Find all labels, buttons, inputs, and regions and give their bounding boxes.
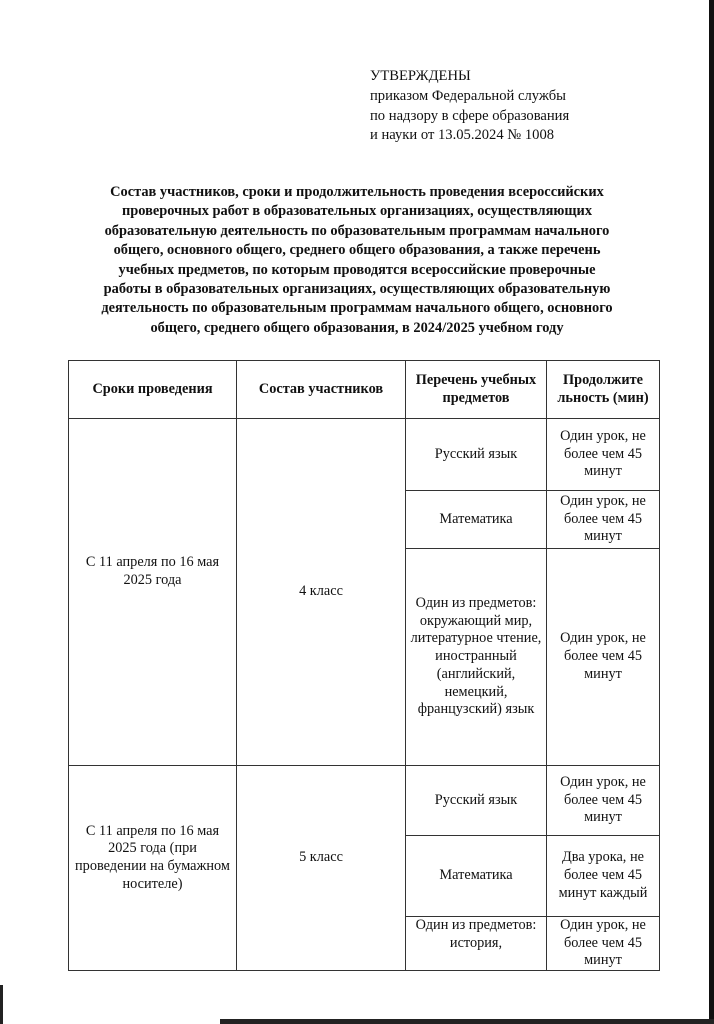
duration-cell: Два урока, не более чем 45 минут каждый — [547, 836, 660, 917]
subject-cell: Математика — [406, 836, 547, 917]
scan-edge-right — [709, 0, 714, 1024]
subject-cell: Один из предметов: история, — [406, 917, 547, 971]
header-participants: Состав участников — [237, 361, 406, 419]
approval-stamp — [370, 67, 569, 146]
subject-cell: Русский язык — [406, 419, 547, 491]
table-header-row — [69, 361, 660, 419]
subject-cell: Один из предметов: окружающий мир, литературное чтение, иностранный (английский, немецкий, французский) язык — [406, 549, 547, 766]
title-line: общего, основного общего, среднего общего образования, а также перечень — [113, 242, 601, 259]
title-line: общего, среднего общего образования, в 2024/2025 учебном году — [150, 319, 564, 336]
approval-line: УТВЕРЖДЕНЫ — [370, 68, 471, 84]
subject-cell: Русский язык — [406, 766, 547, 836]
period-cell: С 11 апреля по 16 мая 2025 года (при проведении на бумажном носителе) — [69, 766, 237, 971]
header-period: Сроки проведения — [69, 361, 237, 419]
title-line: работы в образовательных организациях, осуществляющих образовательную — [103, 281, 611, 298]
header-subjects: Перечень учебных предметов — [406, 361, 547, 419]
title-line: учебных предметов, по которым проводятся всероссийские проверочные — [118, 261, 596, 278]
header-duration: Продолжите льность (мин) — [547, 361, 660, 419]
title-line: Состав участников, сроки и продолжительность проведения всероссийских — [110, 184, 604, 200]
duration-cell: Один урок, не более чем 45 минут — [547, 766, 660, 836]
scan-edge-bottom — [220, 1019, 714, 1024]
approval-line: и науки от 13.05.2024 № 1008 — [370, 127, 555, 144]
period-cell: С 11 апреля по 16 мая 2025 года — [69, 419, 237, 766]
approval-line: по надзору в сфере образования — [370, 107, 570, 124]
subject-cell: Математика — [406, 491, 547, 549]
title-line: деятельность по образовательным программам начального общего, основного — [101, 300, 613, 317]
scan-edge-left — [0, 985, 3, 1024]
duration-cell: Один урок, не более чем 45 минут — [547, 917, 660, 971]
document-title — [52, 183, 662, 338]
duration-cell: Один урок, не более чем 45 минут — [547, 491, 660, 549]
duration-cell: Один урок, не более чем 45 минут — [547, 419, 660, 491]
duration-cell: Один урок, не более чем 45 минут — [547, 549, 660, 766]
title-line: образовательную деятельность по образовательным программам начального — [104, 222, 610, 239]
table-row — [69, 766, 660, 836]
approval-line: приказом Федеральной службы — [370, 87, 566, 104]
schedule-table — [68, 360, 660, 971]
table-row — [69, 419, 660, 491]
title-line: проверочных работ в образовательных организациях, осуществляющих — [121, 203, 593, 220]
participants-cell: 5 класс — [237, 766, 406, 971]
participants-cell: 4 класс — [237, 419, 406, 766]
